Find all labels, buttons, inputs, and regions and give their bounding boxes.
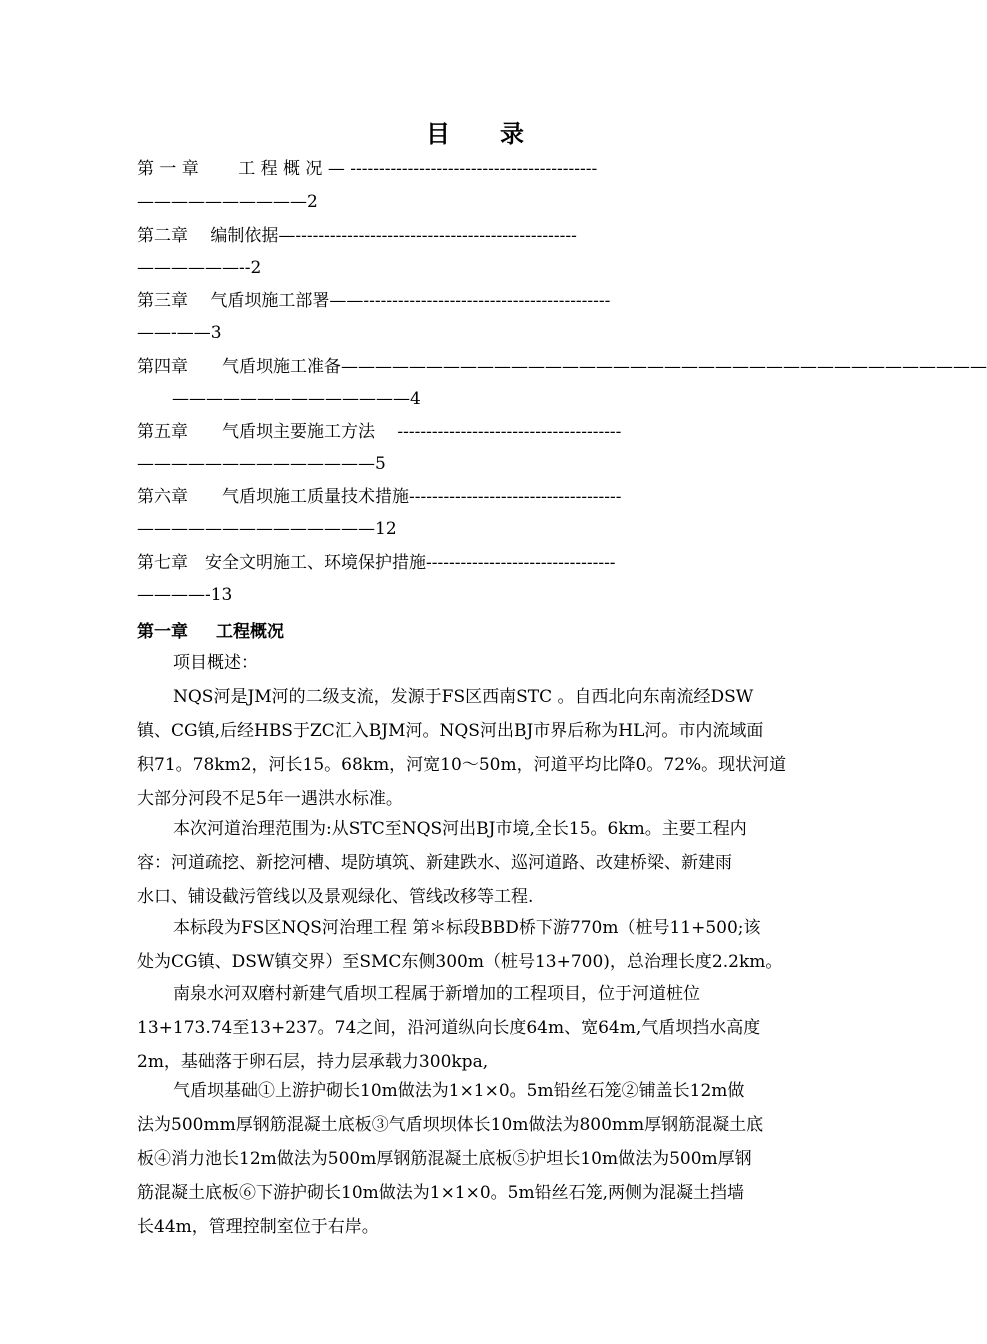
toc-entry-3-line-1: 第三章 气盾坝施工部署——-------------------------------------------: [137, 291, 611, 311]
toc-title: [0, 114, 950, 149]
paragraph-line: 法为500mm厚钢筋混凝土底板③气盾坝坝体长10m做法为800mm厚钢筋混凝土底: [137, 1115, 764, 1135]
toc-entry-6-line-2: ——————————————12: [137, 519, 397, 539]
toc-entry-3-line-2: ——-——3: [137, 323, 222, 343]
subtitle-text: 项目概述：: [173, 653, 258, 673]
toc-entry-2-line-2: ——————--2: [137, 258, 262, 278]
section-subtitle: [137, 646, 817, 680]
paragraph-1: [137, 680, 817, 816]
chapter-heading: [137, 617, 284, 642]
toc-entry-7-line-2: ————-13: [137, 585, 233, 605]
paragraph-line: 13+173.74至13+237。74之间，沿河道纵向长度64m、宽64m,气盾坝挡水高度: [137, 1018, 761, 1038]
paragraph-line: 本标段为FS区NQS河治理工程 第＊标段BBD桥下游770m（桩号11+500;该: [173, 918, 761, 938]
paragraph-line: 处为CG镇、DSW镇交界）至SMC东侧300m（桩号13+700)，总治理长度2.2km。: [137, 952, 783, 972]
paragraph-line: 镇、CG镇,后经HBS于ZC汇入BJM河。NQS河出BJ市界后称为HL河。市内流域面: [137, 721, 764, 741]
toc-entry-6-line-1: 第六章 气盾坝施工质量技术措施-------------------------------------: [137, 487, 622, 507]
paragraph-line: 本次河道治理范围为:从STC至NQS河出BJ市境,全长15。6km。主要工程内: [173, 819, 747, 839]
toc-title-char-1: 目: [426, 119, 450, 148]
toc-entry-4-line-2: ——————————————4: [172, 389, 421, 409]
paragraph-line: 板④消力池长12m做法为500m厚钢筋混凝土底板⑤护坦长10m做法为500m厚钢: [137, 1149, 752, 1169]
paragraph-line: 大部分河段不足5年一遇洪水标准。: [137, 789, 403, 809]
toc-entry-4-line-1: 第四章 气盾坝施工准备——————————————————————————————————————: [137, 357, 987, 377]
toc-entry-5-line-2: ——————————————5: [137, 454, 386, 474]
toc-entry-1-line-2: ——————————2: [137, 192, 318, 212]
paragraph-4: [137, 977, 817, 1079]
chapter-number: 第一章: [137, 622, 188, 642]
toc-entry-1-line-1: 第 一 章 工 程 概 况 — -------------------------------------------: [137, 159, 598, 179]
paragraph-line: 容：河道疏挖、新挖河槽、堤防填筑、新建跌水、巡河道路、改建桥梁、新建雨: [137, 853, 732, 873]
toc-entry-7-line-1: 第七章 安全文明施工、环境保护措施---------------------------------: [137, 553, 616, 573]
paragraph-line: 积71。78km2，河长15。68km，河宽10～50m，河道平均比降0。72%。现状河道: [137, 755, 787, 775]
paragraph-line: 气盾坝基础①上游护砌长10m做法为1×1×0。5m铅丝石笼②铺盖长12m做: [173, 1081, 745, 1101]
paragraph-2: [137, 812, 817, 914]
paragraph-line: 筋混凝土底板⑥下游护砌长10m做法为1×1×0。5m铅丝石笼,两侧为混凝土挡墙: [137, 1183, 745, 1203]
paragraph-line: 长44m，管理控制室位于右岸。: [137, 1217, 379, 1237]
toc-entry-2-line-1: 第二章 编制依据—-------------------------------------------------: [137, 226, 577, 246]
paragraph-line: NQS河是JM河的二级支流，发源于FS区西南STC 。自西北向东南流经DSW: [173, 687, 754, 707]
paragraph-line: 水口、铺设截污管线以及景观绿化、管线改移等工程.: [137, 887, 534, 907]
paragraph-3: [137, 911, 817, 979]
toc-title-char-2: 录: [500, 119, 524, 148]
toc-entry-5-line-1: 第五章 气盾坝主要施工方法 ---------------------------------------: [137, 422, 622, 442]
paragraph-line: 2m，基础落于卵石层，持力层承载力300kpa,: [137, 1052, 489, 1072]
paragraph-5: [137, 1074, 817, 1244]
paragraph-line: 南泉水河双磨村新建气盾坝工程属于新增加的工程项目，位于河道桩位: [173, 984, 700, 1004]
chapter-title: 工程概况: [216, 622, 284, 642]
